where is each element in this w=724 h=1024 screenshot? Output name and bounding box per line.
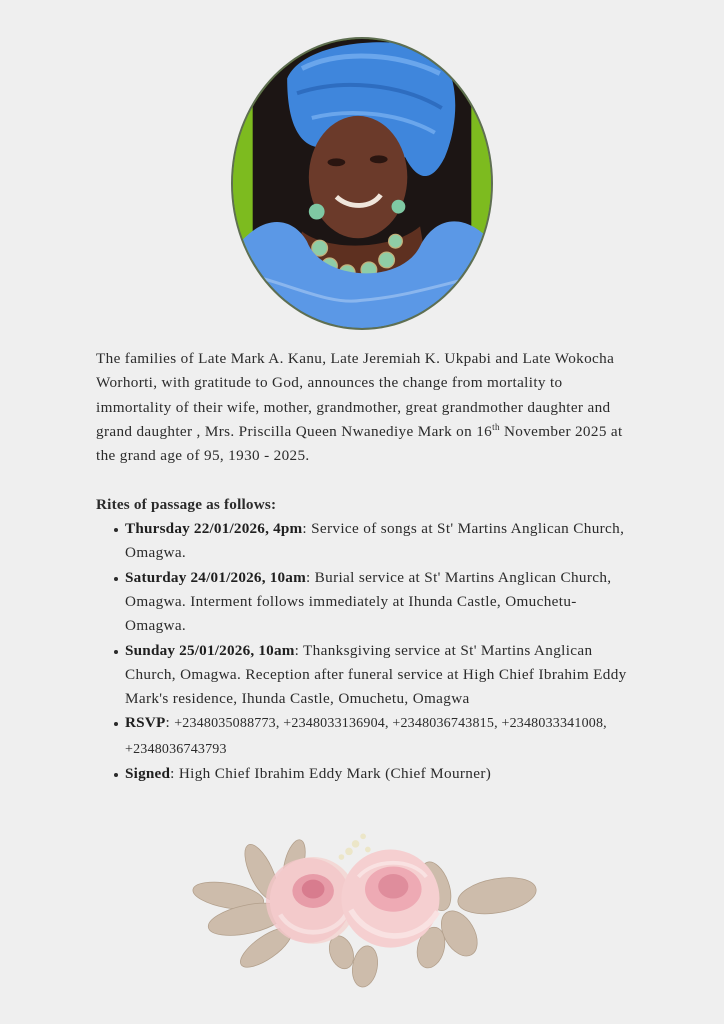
separator: : — [165, 714, 175, 732]
rsvp-phone-numbers: +2348035088773, +2348033136904, +2348036743815, +2348033341008, +2348036743793 — [125, 716, 607, 757]
rite-description: Burial service at St' Martins Anglican Church, Omagwa. Interment follows immediately at Ihunda Castle, Omuchetu-Omagwa. — [125, 568, 612, 635]
rite-date-label: Saturday 24/01/2026, 10am — [125, 568, 306, 586]
separator: : — [294, 641, 304, 659]
rites-list — [96, 517, 636, 786]
rite-description: Service of songs at St' Martins Anglican Church, Omagwa. — [125, 520, 625, 562]
ordinal-superscript: th — [492, 421, 500, 432]
rsvp-label: RSVP — [125, 714, 166, 732]
floral-decoration — [185, 825, 545, 990]
rite-item-saturday — [113, 566, 636, 639]
rites-heading: Rites of passage as follows: — [96, 495, 277, 513]
rite-date-label: Thursday 22/01/2026, 4pm — [125, 520, 303, 538]
rose-bouquet-icon — [185, 825, 545, 990]
separator: : — [170, 765, 179, 783]
announcement-content — [96, 347, 636, 786]
announcement-paragraph — [96, 347, 636, 468]
rite-date-label: Sunday 25/01/2026, 10am — [125, 641, 295, 659]
announcement-text: The families of Late Mark A. Kanu, Late Jeremiah K. Ukpabi and Late Wokocha Worhorti, with gratitude to God, announces the change from mortality to immortality of their wife, mother, grandmother, great grandmother daughter and grand daughter , Mrs. Priscilla Queen Nwanediye Mark on 16 — [96, 350, 615, 440]
portrait-photo — [231, 37, 493, 330]
rite-item-thursday — [113, 517, 636, 566]
portrait-illustration — [233, 39, 491, 328]
rite-item-signed — [113, 762, 636, 786]
rite-item-sunday — [113, 639, 636, 712]
signatory: High Chief Ibrahim Eddy Mark (Chief Mourner) — [178, 765, 492, 783]
separator: : — [302, 520, 312, 538]
rite-item-rsvp — [113, 711, 636, 762]
signed-label: Signed — [125, 765, 171, 783]
announcement-text-end: November 2025 at the grand age of 95, 1930 - 2025. — [96, 422, 623, 465]
rite-description: Thanksgiving service at St' Martins Anglican Church, Omagwa. Reception after funeral service at High Chief Ibrahim Eddy Mark's residence, Ihunda Castle, Omuchetu, Omagwa — [125, 641, 627, 708]
separator: : — [305, 568, 315, 586]
